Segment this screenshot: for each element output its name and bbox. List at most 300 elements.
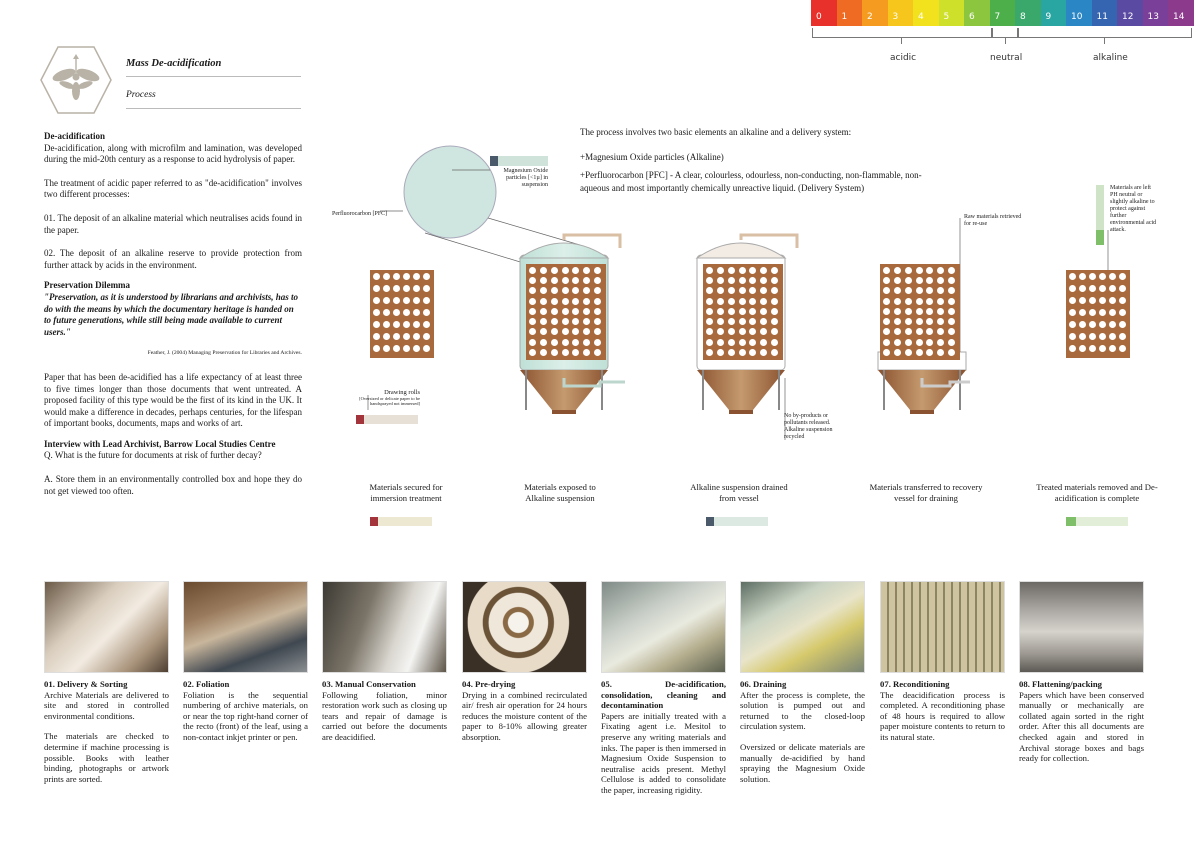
process-step bbox=[462, 679, 587, 743]
document-slot bbox=[529, 298, 536, 305]
document-slot bbox=[583, 339, 590, 346]
document-slot bbox=[1089, 285, 1096, 292]
neutral-bracket-tick bbox=[1005, 38, 1006, 44]
document-slot bbox=[926, 339, 933, 346]
document-slot bbox=[594, 308, 601, 315]
paragraph: 02. The deposit of an alkaline reserve to provide protection from further attack by acids in the environment. bbox=[44, 248, 302, 270]
document-rack bbox=[703, 264, 783, 360]
alkaline-label: alkaline bbox=[1093, 53, 1128, 63]
document-slot bbox=[937, 349, 944, 356]
document-slot bbox=[739, 339, 746, 346]
document-slot bbox=[403, 333, 410, 340]
photo-reconditioning bbox=[880, 581, 1005, 673]
document-slot bbox=[1079, 333, 1086, 340]
document-slot bbox=[1099, 273, 1106, 280]
document-slot bbox=[894, 339, 901, 346]
document-slot bbox=[594, 277, 601, 284]
document-slot bbox=[749, 298, 756, 305]
ph-cell: 11 bbox=[1092, 0, 1118, 26]
ph-cell: 12 bbox=[1117, 0, 1143, 26]
document-slot bbox=[1089, 333, 1096, 340]
document-slot bbox=[551, 298, 558, 305]
page-title: Mass De-acidification bbox=[126, 58, 222, 69]
document-slot bbox=[739, 328, 746, 335]
document-slot bbox=[529, 287, 536, 294]
title-rule bbox=[126, 76, 301, 77]
document-slot bbox=[916, 308, 923, 315]
document-slot bbox=[529, 339, 536, 346]
document-slot bbox=[373, 297, 380, 304]
document-slot bbox=[739, 287, 746, 294]
document-slot bbox=[937, 308, 944, 315]
stage-swatch-1 bbox=[370, 517, 432, 526]
document-slot bbox=[760, 298, 767, 305]
neutral-materials-note: Materials are left PH neutral or slightly alkaline to protect against further environmental acid attack. bbox=[1110, 185, 1157, 233]
document-slot bbox=[771, 328, 778, 335]
answer: A. Store them in an environmentally controlled box and hope they do not get viewed too often. bbox=[44, 474, 302, 496]
document-slot bbox=[771, 277, 778, 284]
document-slot bbox=[1069, 345, 1076, 352]
document-slot bbox=[383, 345, 390, 352]
heading-deacidification: De-acidification bbox=[44, 131, 105, 141]
mgo-swatch bbox=[490, 156, 548, 166]
document-slot bbox=[926, 287, 933, 294]
document-slot bbox=[1109, 285, 1116, 292]
pfc-label: Perfluorocarbon [PFC] bbox=[332, 211, 388, 217]
photo-foliation bbox=[183, 581, 308, 673]
ph-cell: 6 bbox=[964, 0, 990, 26]
document-slot bbox=[1089, 273, 1096, 280]
drawing-rolls-note: [Oversized or delicate paper to be handsprayed not immersed] bbox=[359, 396, 420, 406]
document-slot bbox=[393, 273, 400, 280]
step-body: Archive Materials are delivered to site and stored in controlled environmental conditions. bbox=[44, 689, 169, 721]
document-slot bbox=[1109, 273, 1116, 280]
document-slot bbox=[739, 318, 746, 325]
document-slot bbox=[883, 339, 890, 346]
document-slot bbox=[760, 339, 767, 346]
document-slot bbox=[1109, 297, 1116, 304]
document-slot bbox=[383, 285, 390, 292]
document-slot bbox=[594, 267, 601, 274]
leader-line bbox=[488, 218, 580, 245]
document-slot bbox=[1089, 345, 1096, 352]
photo-flattening-packing bbox=[1019, 581, 1144, 673]
document-slot bbox=[540, 318, 547, 325]
document-slot bbox=[883, 267, 890, 274]
document-slot bbox=[583, 267, 590, 274]
step-body: Oversized or delicate materials are manually de-acidified by hand spraying the Magnesium Oxide solution. bbox=[740, 741, 865, 784]
document-slot bbox=[583, 328, 590, 335]
document-slot bbox=[423, 285, 430, 292]
byproducts-note: No by-products or pollutants released. Alkaline suspension recycled bbox=[784, 413, 833, 440]
document-slot bbox=[916, 339, 923, 346]
ph-cell: 8 bbox=[1015, 0, 1041, 26]
bee-logo bbox=[40, 45, 112, 115]
document-slot bbox=[706, 318, 713, 325]
citation: Feather, J. (2004) Managing Preservation for Libraries and Archives. bbox=[147, 350, 302, 357]
document-slot bbox=[905, 339, 912, 346]
document-rack bbox=[370, 270, 434, 358]
paragraph: 01. The deposit of an alkaline material which neutralises acids found in the paper. bbox=[44, 212, 302, 235]
document-slot bbox=[529, 318, 536, 325]
document-slot bbox=[1079, 309, 1086, 316]
document-slot bbox=[583, 349, 590, 356]
document-slot bbox=[393, 333, 400, 340]
process-step bbox=[601, 679, 726, 796]
document-slot bbox=[1119, 321, 1126, 328]
document-slot bbox=[894, 349, 901, 356]
document-slot bbox=[883, 277, 890, 284]
document-slot bbox=[540, 287, 547, 294]
document-slot bbox=[1089, 297, 1096, 304]
document-slot bbox=[1099, 297, 1106, 304]
step-body: Papers which have been conserved manually or mechanically are collated again sorted in the right order. After this all documents are checked again and stored in Archival storage boxes and bags ready for collection. bbox=[1019, 689, 1144, 764]
ph-cell: 0 bbox=[811, 0, 837, 26]
document-rack bbox=[880, 264, 960, 360]
document-slot bbox=[572, 308, 579, 315]
quote: "Preservation, as it is understood by librarians and archivists, has to do with the means by which the documentary heritage is handed on to future generations, while still being made available to current users." bbox=[44, 291, 299, 337]
document-slot bbox=[894, 308, 901, 315]
stage-swatch-2 bbox=[706, 517, 768, 526]
document-slot bbox=[1119, 309, 1126, 316]
document-slot bbox=[562, 308, 569, 315]
document-slot bbox=[948, 349, 955, 356]
document-slot bbox=[883, 349, 890, 356]
document-slot bbox=[413, 273, 420, 280]
document-slot bbox=[739, 277, 746, 284]
document-slot bbox=[393, 345, 400, 352]
document-slot bbox=[739, 349, 746, 356]
ph-cell: 14 bbox=[1168, 0, 1194, 26]
document-slot bbox=[403, 309, 410, 316]
document-slot bbox=[749, 277, 756, 284]
document-slot bbox=[728, 298, 735, 305]
document-slot bbox=[937, 287, 944, 294]
document-slot bbox=[413, 333, 420, 340]
document-slot bbox=[760, 318, 767, 325]
stage-label-1: Materials secured for immersion treatment bbox=[369, 482, 443, 503]
document-slot bbox=[393, 309, 400, 316]
document-slot bbox=[771, 349, 778, 356]
document-slot bbox=[771, 298, 778, 305]
document-slot bbox=[562, 328, 569, 335]
document-slot bbox=[540, 328, 547, 335]
document-slot bbox=[562, 318, 569, 325]
stage-swatch-3 bbox=[1066, 517, 1128, 526]
document-slot bbox=[583, 308, 590, 315]
document-slot bbox=[413, 285, 420, 292]
photo-delivery-sorting bbox=[44, 581, 169, 673]
document-slot bbox=[373, 321, 380, 328]
document-slot bbox=[383, 333, 390, 340]
document-slot bbox=[1079, 345, 1086, 352]
document-rack bbox=[526, 264, 606, 360]
document-slot bbox=[916, 298, 923, 305]
document-slot bbox=[948, 318, 955, 325]
document-slot bbox=[1109, 309, 1116, 316]
document-slot bbox=[583, 287, 590, 294]
document-slot bbox=[926, 267, 933, 274]
document-slot bbox=[739, 308, 746, 315]
document-slot bbox=[728, 277, 735, 284]
document-slot bbox=[905, 277, 912, 284]
document-slot bbox=[403, 285, 410, 292]
document-slot bbox=[760, 277, 767, 284]
document-slot bbox=[894, 287, 901, 294]
raw-materials-note: Raw materials retrieved for re-use bbox=[964, 214, 1022, 227]
document-slot bbox=[393, 321, 400, 328]
document-slot bbox=[423, 345, 430, 352]
document-slot bbox=[540, 308, 547, 315]
document-slot bbox=[706, 308, 713, 315]
document-slot bbox=[706, 349, 713, 356]
document-slot bbox=[403, 273, 410, 280]
document-slot bbox=[1069, 285, 1076, 292]
process-step bbox=[322, 679, 447, 743]
document-slot bbox=[1119, 333, 1126, 340]
document-slot bbox=[905, 298, 912, 305]
document-slot bbox=[717, 277, 724, 284]
document-slot bbox=[551, 287, 558, 294]
document-slot bbox=[413, 321, 420, 328]
document-slot bbox=[771, 339, 778, 346]
document-slot bbox=[894, 318, 901, 325]
document-slot bbox=[926, 277, 933, 284]
step-title: 04. Pre-drying bbox=[462, 679, 516, 689]
document-slot bbox=[1079, 321, 1086, 328]
document-slot bbox=[926, 349, 933, 356]
ph-cell: 13 bbox=[1143, 0, 1169, 26]
document-slot bbox=[583, 298, 590, 305]
step-title: 08. Flattening/packing bbox=[1019, 679, 1103, 689]
stage-label-2: Materials exposed to Alkaline suspension bbox=[524, 482, 596, 503]
document-slot bbox=[717, 308, 724, 315]
photo-deacidification bbox=[601, 581, 726, 673]
document-slot bbox=[926, 328, 933, 335]
photo-pre-drying bbox=[462, 581, 587, 673]
document-slot bbox=[749, 318, 756, 325]
document-slot bbox=[529, 328, 536, 335]
document-slot bbox=[562, 349, 569, 356]
document-slot bbox=[529, 308, 536, 315]
document-slot bbox=[894, 267, 901, 274]
document-slot bbox=[706, 287, 713, 294]
document-slot bbox=[916, 349, 923, 356]
ph-scale bbox=[811, 0, 1193, 63]
document-slot bbox=[883, 308, 890, 315]
document-slot bbox=[948, 339, 955, 346]
ph-cell: 7 bbox=[990, 0, 1016, 26]
document-slot bbox=[1109, 321, 1116, 328]
document-rack bbox=[1066, 270, 1130, 358]
document-slot bbox=[1069, 309, 1076, 316]
ph-cell: 2 bbox=[862, 0, 888, 26]
document-slot bbox=[916, 267, 923, 274]
document-slot bbox=[706, 277, 713, 284]
document-slot bbox=[728, 339, 735, 346]
document-slot bbox=[1119, 285, 1126, 292]
document-slot bbox=[594, 328, 601, 335]
photo-draining bbox=[740, 581, 865, 673]
document-slot bbox=[403, 321, 410, 328]
drawing-rolls-label: Drawing rolls bbox=[384, 389, 420, 396]
document-slot bbox=[948, 298, 955, 305]
document-slot bbox=[562, 267, 569, 274]
step-body: Foliation is the sequential numbering of archive materials, on or near the top right-hand corner of the recto (front) of the leaf, using a non-contact inkjet printer or pen. bbox=[183, 689, 308, 742]
acidic-label: acidic bbox=[890, 53, 917, 63]
document-slot bbox=[540, 349, 547, 356]
document-slot bbox=[373, 345, 380, 352]
drawing-rolls-swatch bbox=[356, 415, 418, 424]
document-slot bbox=[749, 267, 756, 274]
document-slot bbox=[760, 349, 767, 356]
document-slot bbox=[760, 267, 767, 274]
document-slot bbox=[1079, 285, 1086, 292]
step-title: 03. Manual Conservation bbox=[322, 679, 416, 689]
document-slot bbox=[948, 277, 955, 284]
document-slot bbox=[594, 287, 601, 294]
document-slot bbox=[529, 349, 536, 356]
leader-line bbox=[425, 233, 530, 265]
alkaline-bracket-tick bbox=[1104, 38, 1105, 44]
magnified-suspension-circle bbox=[404, 146, 496, 238]
mgo-label: Magnesium Oxide particles [<1µ] in suspension bbox=[503, 168, 548, 188]
document-slot bbox=[771, 308, 778, 315]
step-title: 05. De-acidification, consolidation, cleaning and decontamination bbox=[601, 679, 726, 711]
document-slot bbox=[937, 318, 944, 325]
document-slot bbox=[717, 339, 724, 346]
document-slot bbox=[562, 287, 569, 294]
document-slot bbox=[572, 318, 579, 325]
document-slot bbox=[706, 298, 713, 305]
document-slot bbox=[540, 339, 547, 346]
document-slot bbox=[728, 267, 735, 274]
document-slot bbox=[403, 297, 410, 304]
intro-pfc: +Perfluorocarbon [PFC] - A clear, colourless, odourless, non-conducting, non-flammable, non-aqueous and most importantly chemically unreactive liquid. (Delivery System) bbox=[580, 170, 922, 193]
document-slot bbox=[540, 267, 547, 274]
document-slot bbox=[916, 277, 923, 284]
acidic-bracket-tick bbox=[901, 38, 902, 44]
paragraph: The treatment of acidic paper referred to as "de-acidification" involves two different processes: bbox=[44, 177, 302, 200]
ph-scale-bar bbox=[811, 0, 1193, 26]
document-slot bbox=[572, 349, 579, 356]
document-slot bbox=[583, 277, 590, 284]
step-body: Following foliation, minor restoration work such as closing up tears and repair of damage is carried out before the documents are deacidified. bbox=[322, 689, 447, 742]
document-slot bbox=[905, 308, 912, 315]
document-slot bbox=[413, 309, 420, 316]
process-step bbox=[183, 679, 308, 743]
page-subtitle: Process bbox=[126, 90, 156, 100]
document-slot bbox=[1119, 273, 1126, 280]
ph-cell: 9 bbox=[1041, 0, 1067, 26]
step-body: The materials are checked to determine if machine processing is possible. Books with leather binding, photographs or artwork prints are sorted. bbox=[44, 731, 169, 784]
document-slot bbox=[728, 328, 735, 335]
question: Q. What is the future for documents at risk of further decay? bbox=[44, 450, 262, 461]
document-slot bbox=[760, 287, 767, 294]
photo-manual-conservation bbox=[322, 581, 447, 673]
document-slot bbox=[413, 297, 420, 304]
document-slot bbox=[948, 308, 955, 315]
document-slot bbox=[937, 328, 944, 335]
document-slot bbox=[572, 267, 579, 274]
document-slot bbox=[423, 273, 430, 280]
subtitle-rule bbox=[126, 108, 301, 109]
document-slot bbox=[383, 309, 390, 316]
document-slot bbox=[916, 287, 923, 294]
neutral-note-gradient-dark bbox=[1096, 230, 1104, 245]
heading-preservation-dilemma: Preservation Dilemma bbox=[44, 280, 131, 291]
document-slot bbox=[373, 333, 380, 340]
document-slot bbox=[594, 318, 601, 325]
document-slot bbox=[728, 318, 735, 325]
document-slot bbox=[749, 339, 756, 346]
document-slot bbox=[1079, 273, 1086, 280]
document-slot bbox=[383, 297, 390, 304]
document-slot bbox=[551, 308, 558, 315]
document-slot bbox=[540, 298, 547, 305]
document-slot bbox=[905, 328, 912, 335]
document-slot bbox=[1119, 345, 1126, 352]
stage-label-5: Treated materials removed and De-acidification is complete bbox=[1036, 482, 1158, 503]
intro-alkaline: +Magnesium Oxide particles (Alkaline) bbox=[580, 151, 724, 162]
document-slot bbox=[905, 287, 912, 294]
document-slot bbox=[1069, 297, 1076, 304]
step-title: 02. Foliation bbox=[183, 679, 230, 689]
document-slot bbox=[717, 298, 724, 305]
document-slot bbox=[937, 267, 944, 274]
stage-label-3: Alkaline suspension drained from vessel bbox=[690, 482, 788, 503]
document-slot bbox=[771, 267, 778, 274]
document-slot bbox=[706, 328, 713, 335]
document-slot bbox=[1119, 297, 1126, 304]
document-slot bbox=[937, 277, 944, 284]
document-slot bbox=[948, 287, 955, 294]
document-slot bbox=[1099, 309, 1106, 316]
document-slot bbox=[551, 339, 558, 346]
document-slot bbox=[883, 328, 890, 335]
document-slot bbox=[562, 277, 569, 284]
document-slot bbox=[905, 349, 912, 356]
document-slot bbox=[916, 328, 923, 335]
ph-cell: 10 bbox=[1066, 0, 1092, 26]
document-slot bbox=[529, 277, 536, 284]
document-slot bbox=[393, 297, 400, 304]
document-slot bbox=[383, 273, 390, 280]
document-slot bbox=[1089, 321, 1096, 328]
document-slot bbox=[373, 273, 380, 280]
document-slot bbox=[717, 318, 724, 325]
document-slot bbox=[916, 318, 923, 325]
document-slot bbox=[583, 318, 590, 325]
neutral-label: neutral bbox=[990, 53, 1023, 63]
document-slot bbox=[749, 287, 756, 294]
document-slot bbox=[423, 309, 430, 316]
document-slot bbox=[551, 318, 558, 325]
document-slot bbox=[1069, 273, 1076, 280]
document-slot bbox=[905, 267, 912, 274]
document-slot bbox=[551, 267, 558, 274]
step-title: 01. Delivery & Sorting bbox=[44, 679, 128, 689]
document-slot bbox=[383, 321, 390, 328]
left-column bbox=[44, 131, 302, 497]
document-slot bbox=[551, 277, 558, 284]
document-slot bbox=[393, 285, 400, 292]
intro-line: The process involves two basic elements an alkaline and a delivery system: bbox=[580, 127, 852, 137]
step-body: After the process is complete, the solution is pumped out and returned to the closed-loop circulation system. bbox=[740, 689, 865, 732]
document-slot bbox=[1099, 321, 1106, 328]
ph-cell: 1 bbox=[837, 0, 863, 26]
document-slot bbox=[905, 318, 912, 325]
